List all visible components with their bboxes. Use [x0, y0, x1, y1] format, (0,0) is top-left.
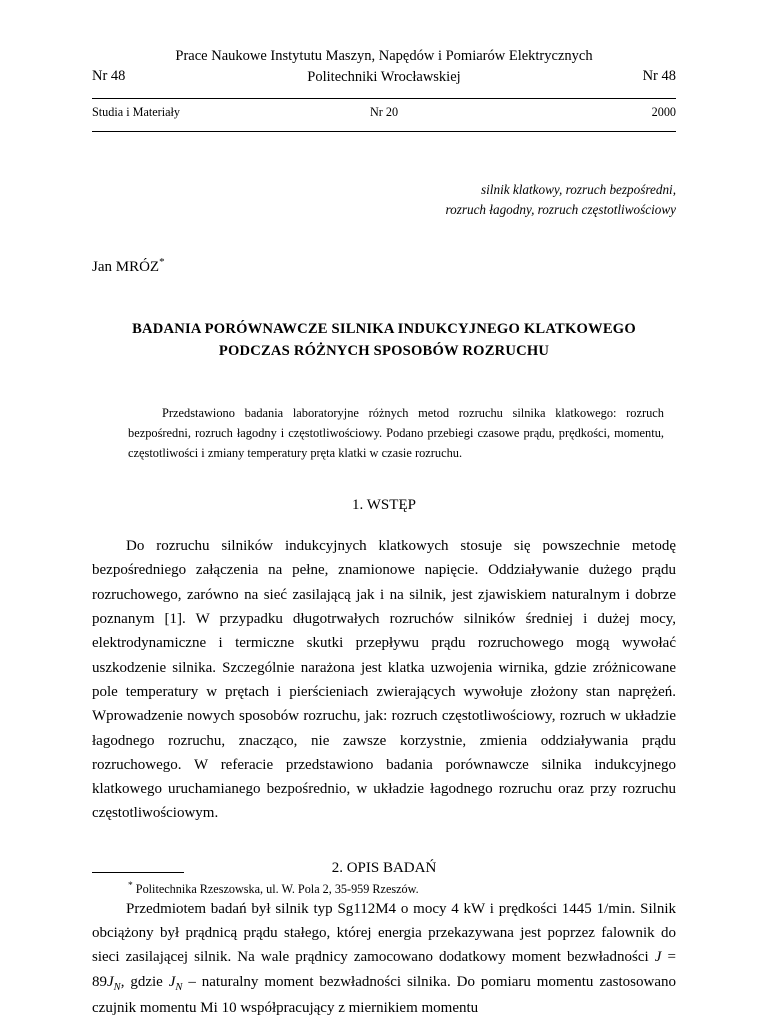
- keywords-line2: rozruch łagodny, rozruch częstotliwościowy: [445, 201, 676, 217]
- section-heading-1: 1. WSTĘP: [352, 497, 416, 514]
- footnote-text: [92, 881, 676, 897]
- issue-number-right: Nr 48: [642, 68, 676, 84]
- journal-title-line2: Politechniki Wrocławskiej: [307, 69, 461, 86]
- header-divider-top: [92, 98, 676, 99]
- page-title-line1: BADANIA PORÓWNAWCZE SILNIKA INDUKCYJNEGO KLATKOWEGO: [132, 320, 636, 337]
- section-2-part3: – naturalny moment bezwładności silnika. Do pomiaru momentu zastosowano czujnik momentu Mi 10 współpracujący z miernikiem momentu: [92, 973, 676, 1016]
- symbol-JN-second-subscript: N: [175, 981, 183, 993]
- author-name-text: Jan MRÓZ: [92, 258, 160, 275]
- page-title: [92, 318, 676, 363]
- footnote-marker: *: [128, 881, 133, 891]
- formula-equals: = 89: [92, 949, 676, 990]
- author-footnote-marker: *: [159, 255, 165, 268]
- header-divider-bottom: [92, 131, 676, 132]
- symbol-JN-subscript: N: [113, 981, 121, 993]
- abstract-text: Przedstawiono badania laboratoryjne różnych metod rozruchu silnika klatkowego: rozruch bezpośredni, rozruch łagodny i częstotliwościowy. Podano przebiegi czasowe prądu, prędkości, momentu, częstotliwości i zmiany temperatury pręta klatki w czasie rozruchu.: [128, 405, 664, 461]
- symbol-JN-second: J: [168, 973, 176, 990]
- footnote-block: [92, 872, 676, 897]
- series-label: Studia i Materiały: [92, 105, 181, 120]
- footnote-divider: [92, 872, 184, 873]
- keywords-block: [92, 180, 676, 220]
- journal-title-line1: Prace Naukowe Instytutu Maszyn, Napędów i Pomiarów Elektrycznych: [175, 48, 593, 64]
- page-title-line2: PODCZAS RÓŻNYCH SPOSOBÓW ROZRUCHU: [218, 343, 550, 360]
- journal-title: [92, 46, 676, 88]
- issue-label: Nr 20: [369, 105, 399, 120]
- symbol-J: J: [654, 949, 662, 966]
- footnote-affiliation: Politechnika Rzeszowska, ul. W. Pola 2, 35-959 Rzeszów.: [132, 882, 419, 897]
- section-heading-2: 2. OPIS BADAŃ: [331, 859, 437, 876]
- issue-number-left: Nr 48: [92, 68, 126, 84]
- keywords-line1: silnik klatkowy, rozruch bezpośredni,: [481, 182, 676, 198]
- section-2-part1: Przedmiotem badań był silnik typ Sg112M4 o mocy 4 kW i prędkości 1445 1/min. Silnik obciążony był prądnicą prądu stałego, której energia przekazywana jest poprzez falownik do sieci zasilającej silnik. Na wale prądnicy zamocowano dodatkowy moment bezwładności: [92, 900, 676, 966]
- author-name: [92, 256, 676, 276]
- symbol-JN: J: [107, 973, 114, 990]
- page-header: [92, 46, 676, 132]
- section-paragraph-1: Do rozruchu silników indukcyjnych klatkowych stosuje się powszechnie metodę bezpośredniego załączenia na pełne, znamionowe napięcie. Oddziaływanie dużego prądu rozruchowego, zarówno na sieć zasilającą jak i na silnik, jest zjawiskiem naturalnym i dobrze poznanym [1]. W przypadku długotrwałych rozruchów silników średniej i dużej mocy, elektrodynamiczne i termiczne skutki przepływu prądu rozruchowego mogą wywołać uszkodzenie silnika. Szczególnie narażona jest klatka uzwojenia wirnika, gdzie zróżnicowane pole temperatury w prętach i pierścieniach zwierających wywołuje złożony stan naprężeń. Wprowadzenie nowych sposobów rozruchu, jak: rozruch częstotliwościowy, rozruch w układzie łagodnego rozruchu, znacząco, nie zawsze korzystnie, zmienia oddziaływania prądu rozruchowego. W referacie przedstawiono badania porównawcze silnika indukcyjnego klatkowego uruchamianego bezpośrednio, w układzie łagodnego rozruchu oraz przy rozruchu częstotliwościowym.: [92, 538, 676, 822]
- year-label: 2000: [651, 105, 676, 120]
- header-subline: [92, 105, 676, 127]
- section-paragraph-2: [92, 897, 676, 1020]
- section-2-part2: , gdzie: [120, 973, 169, 990]
